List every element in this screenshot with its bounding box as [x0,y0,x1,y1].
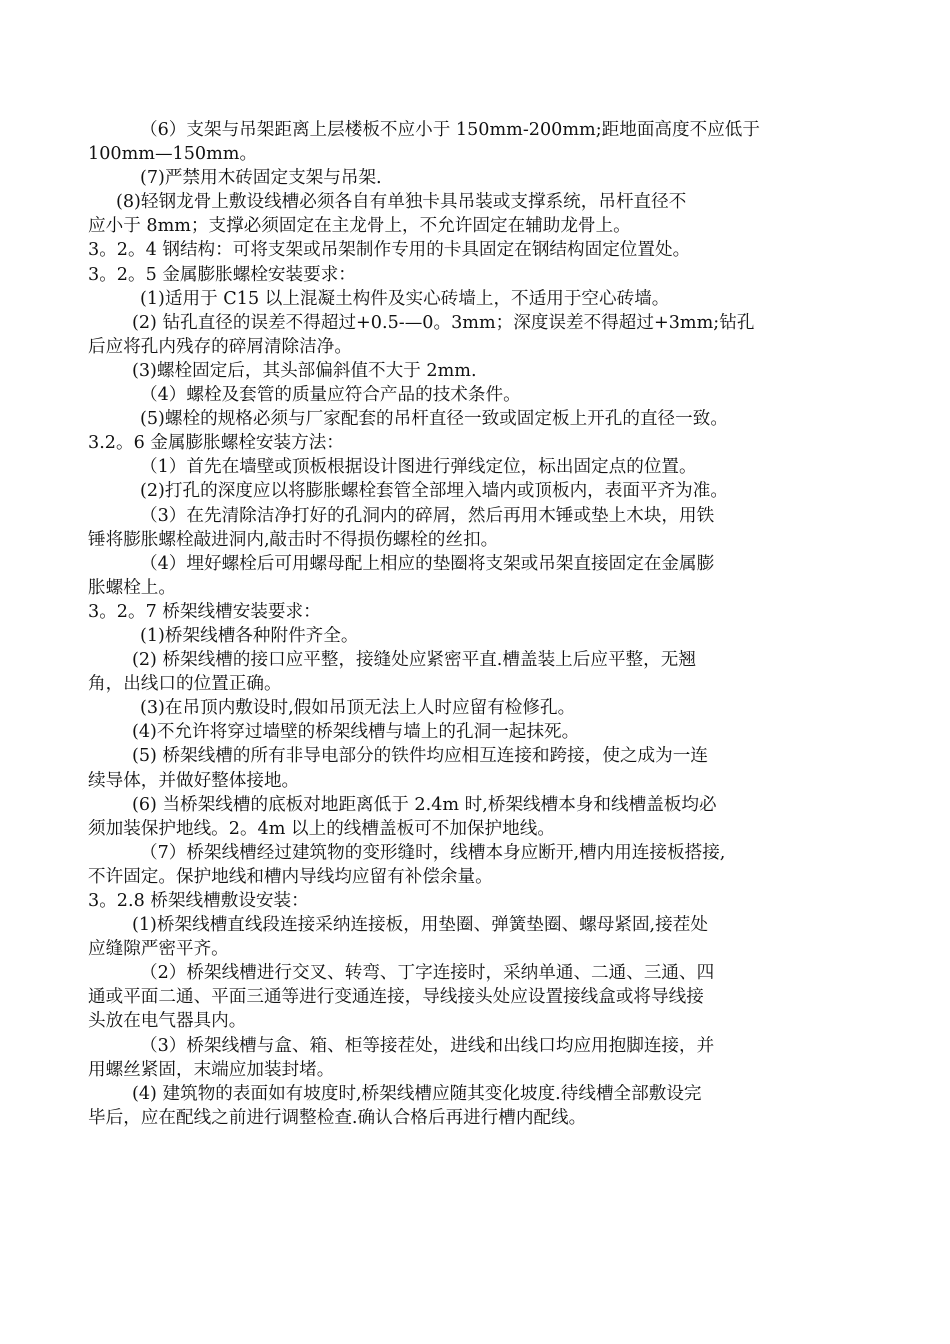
text-line: 用螺丝紧固，末端应加装封堵。 [88,1059,335,1080]
text-line: (3)在吊顶内敷设时,假如吊顶无法上人时应留有检修孔。 [140,698,576,719]
text-line: 胀螺栓上。 [88,577,176,598]
text-line: (2) 桥架线槽的接口应平整，接缝处应紧密平直.槽盖装上后应平整，无翘 [132,650,696,671]
text-line: (2) 钻孔直径的误差不得超过+0.5-—0。3mm；深度误差不得超过+3mm;钻孔 [132,312,755,333]
text-line: (5)螺栓的规格必须与厂家配套的吊杆直径一致或固定板上开孔的直径一致。 [140,409,728,430]
text-line: 通或平面二通、平面三通等进行变通连接，导线接头处应设置接线盒或将导线接 [88,987,704,1008]
text-line: (1)桥架线槽各种附件齐全。 [140,625,359,646]
text-line: (4) 建筑物的表面如有坡度时,桥架线槽应随其变化坡度.待线槽全部敷设完 [132,1083,702,1104]
text-line: （4）埋好螺栓后可用螺母配上相应的垫圈将支架或吊架直接固定在金属膨 [140,553,715,574]
text-line: 3。2。4 钢结构：可将支架或吊架制作专用的卡具固定在钢结构固定位置处。 [88,240,691,261]
text-line: 100mm—150mm。 [88,144,258,165]
text-line: （7）桥架线槽经过建筑物的变形缝时，线槽本身应断开,槽内用连接板搭接, [140,842,726,863]
text-line: (7)严禁用木砖固定支架与吊架. [140,168,382,189]
text-line: （2）桥架线槽进行交叉、转弯、丁字连接时，采纳单通、二通、三通、四 [140,963,715,984]
text-line: 不许固定。保护地线和槽内导线均应留有补偿余量。 [88,866,493,887]
document-body [88,118,878,1130]
text-line: (5) 桥架线槽的所有非导电部分的铁件均应相互连接和跨接，使之成为一连 [132,746,708,767]
text-line: 续导体，并做好整体接地。 [88,770,300,791]
text-line: (6) 当桥架线槽的底板对地距离低于 2.4m 时,桥架线槽本身和线槽盖板均必 [132,794,717,815]
text-line: （3）在先清除洁净打好的孔洞内的碎屑，然后再用木锤或垫上木块，用铁 [140,505,715,526]
text-line: 须加装保护地线。2。4m 以上的线槽盖板可不加保护地线。 [88,818,555,839]
text-line: （4）螺栓及套管的质量应符合产品的技术条件。 [140,385,521,406]
text-line: (2)打孔的深度应以将膨胀螺栓套管全部埋入墙内或顶板内，表面平齐为准。 [140,481,728,502]
text-line: (3)螺栓固定后，其头部偏斜值不大于 2mm. [132,360,477,381]
text-line: （3）桥架线槽与盒、箱、柜等接茬处，进线和出线口均应用抱脚连接，并 [140,1035,715,1056]
text-line: (8)轻钢龙骨上敷设线槽必须各自有单独卡具吊装或支撑系统，吊杆直径不 [116,192,687,213]
text-line: (1)适用于 C15 以上混凝土构件及实心砖墙上，不适用于空心砖墙。 [140,288,670,309]
text-line: 角，出线口的位置正确。 [88,674,282,695]
text-line: (4)不允许将穿过墙壁的桥架线槽与墙上的孔洞一起抹死。 [132,722,580,743]
text-line: (1)桥架线槽直线段连接采纳连接板，用垫圈、弹簧垫圈、螺母紧固,接茬处 [132,915,708,936]
text-line: 应小于 8mm；支撑必须固定在主龙骨上，不允许固定在辅助龙骨上。 [88,216,631,237]
text-line: 3.2。6 金属膨胀螺栓安装方法： [88,433,344,454]
text-line: （1）首先在墙壁或顶板根据设计图进行弹线定位，标出固定点的位置。 [140,457,697,478]
text-line: 3。2.8 桥架线槽敷设安装： [88,891,309,911]
text-line: 后应将孔内残存的碎屑清除洁净。 [88,336,352,357]
text-line: 3。2。5 金属膨胀螺栓安装要求： [88,264,356,285]
text-line: （6）支架与吊架距离上层楼板不应小于 150mm-200mm;距地面高度不应低于 [140,120,760,140]
text-line: 应缝隙严密平齐。 [88,939,229,960]
text-line: 锤将膨胀螺栓敲进洞内,敲击时不得损伤螺栓的丝扣。 [88,529,499,550]
text-line: 毕后，应在配线之前进行调整检查.确认合格后再进行槽内配线。 [88,1107,587,1128]
text-line: 头放在电气器具内。 [88,1011,247,1032]
text-line: 3。2。7 桥架线槽安装要求： [88,601,321,622]
